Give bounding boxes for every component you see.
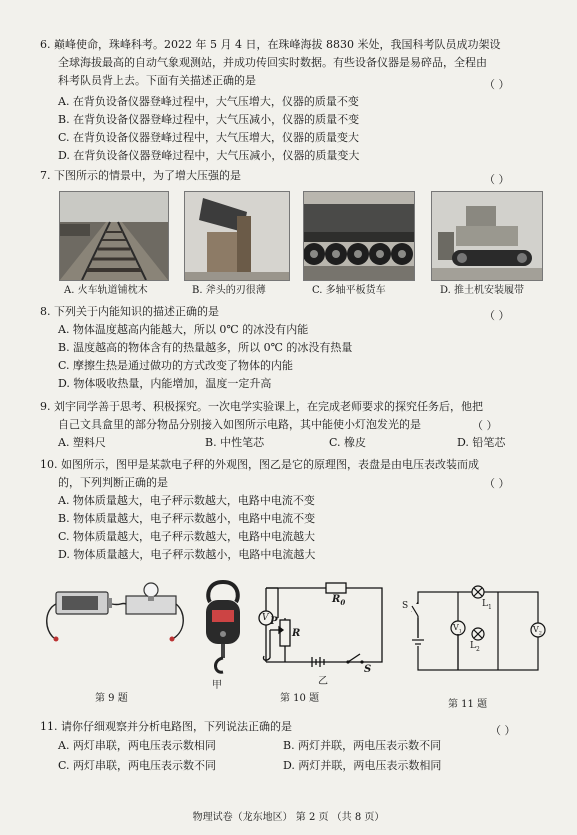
figure-10-schematic: [252, 580, 387, 675]
figure-9-circuit: [40, 580, 190, 650]
q8-answer-paren: （ ）: [484, 309, 510, 322]
q10-option-c: C. 物体质量越大，电子秤示数越大，电路中电流越大: [58, 530, 316, 543]
q9-option-b: B. 中性笔芯: [205, 436, 265, 449]
q10-line-1: 10. 如图所示，图甲是某款电子秤的外观图，图乙是它的原理图，表盘是由电压表改装而成: [40, 458, 479, 471]
photo-multi-axle-truck: [303, 191, 415, 281]
q8-option-a: A. 物体温度越高内能越大，所以 0℃ 的冰没有内能: [58, 323, 309, 336]
q10-line-2: 的，下列判断正确的是: [58, 476, 168, 489]
q7-answer-paren: （ ）: [484, 173, 510, 186]
fig10-r0-letter: R: [332, 594, 341, 605]
q11-option-c: C. 两灯串联，两电压表示数不同: [58, 759, 217, 772]
q10-option-d: D. 物体质量越大，电子秤示数越小，电路中电流越大: [58, 548, 316, 561]
q9-answer-paren: （ ）: [472, 419, 498, 432]
photo-railway-sleepers: [59, 191, 169, 281]
q7-stem: 7. 下图所示的情景中，为了增大压强的是: [40, 169, 241, 182]
q6-option-c: C. 在背负设备仪器登峰过程中，大气压增大，仪器的质量变大: [58, 131, 360, 144]
fig11-v1-letter: V: [453, 623, 459, 632]
q8-option-d: D. 物体吸收热量，内能增加，温度一定升高: [58, 377, 272, 390]
q9-line-2: 自己文具盒里的部分物品分别接入如图所示电路，其中能使小灯泡发光的是: [58, 418, 421, 431]
q6-line-2: 全球海拔最高的自动气象观测站，并成功传回实时数据。有些设备仪器是易碎品，全程由: [58, 56, 487, 69]
q11-option-b: B. 两灯并联，两电压表示数不同: [283, 739, 442, 752]
q6-option-d: D. 在背负设备仪器登峰过程中，大气压减小，仪器的质量变大: [58, 149, 360, 162]
fig11-v2-letter: V: [533, 625, 539, 634]
figure-10-scale-photo: [198, 580, 248, 680]
q11-stem: 11. 请你仔细观察并分析电路图，下列说法正确的是: [40, 720, 292, 733]
figure-10-label-jia: 甲: [212, 680, 222, 691]
fig11-l1-letter: L: [482, 599, 488, 609]
q11-option-d: D. 两灯并联，两电压表示数相同: [283, 759, 442, 772]
fig11-switch-label: S: [402, 601, 409, 611]
q7-caption-d: D. 推土机安装履带: [440, 285, 525, 296]
q10-answer-paren: （ ）: [484, 477, 510, 490]
q9-option-c: C. 橡皮: [329, 436, 367, 449]
fig11-v2-sub: 2: [538, 630, 542, 637]
figure-11-caption: 第 11 题: [448, 699, 488, 710]
fig10-r0-sub: 0: [340, 598, 346, 607]
figure-10-label-yi: 乙: [318, 676, 328, 687]
fig10-switch-label: S: [364, 664, 372, 675]
fig10-slider-label: P: [270, 616, 278, 627]
q7-caption-b: B. 斧头的刃很薄: [192, 285, 266, 296]
fig10-r0-label: [332, 594, 345, 609]
q8-stem: 8. 下列关于内能知识的描述正确的是: [40, 305, 219, 318]
q10-option-b: B. 物体质量越大，电子秤示数越小，电路中电流不变: [58, 512, 316, 525]
q8-option-c: C. 摩擦生热是通过做功的方式改变了物体的内能: [58, 359, 294, 372]
photo-axe-blade: [184, 191, 290, 281]
q9-option-a: A. 塑料尺: [58, 436, 106, 449]
fig10-resistor-label: R: [292, 628, 301, 639]
fig11-l1-label: [482, 598, 492, 614]
fig11-v1-label: [453, 622, 462, 638]
q6-option-a: A. 在背负设备仪器登峰过程中，大气压增大，仪器的质量不变: [58, 95, 359, 108]
q6-line-3: 科考队员背上去。下面有关描述正确的是: [58, 74, 256, 87]
q7-caption-a: A. 火车轨道铺枕木: [64, 285, 148, 296]
q11-option-a: A. 两灯串联，两电压表示数相同: [58, 739, 216, 752]
fig11-v2-label: [533, 624, 542, 640]
q7-caption-c: C. 多轴平板货车: [312, 285, 386, 296]
q11-answer-paren: （ ）: [490, 724, 516, 737]
figure-11-circuit: [398, 580, 548, 680]
figure-9-caption: 第 9 题: [95, 693, 128, 704]
photo-bulldozer-tracks: [431, 191, 543, 281]
fig11-l2-sub: 2: [475, 645, 480, 653]
q9-line-1: 9. 刘宇同学善于思考、积极探究。一次电学实验课上，在完成老师要求的探究任务后，他把: [40, 400, 483, 413]
fig11-l2-label: [470, 640, 480, 656]
q6-option-b: B. 在背负设备仪器登峰过程中，大气压减小，仪器的质量不变: [58, 113, 360, 126]
q6-answer-paren: （ ）: [484, 78, 510, 91]
q8-option-b: B. 温度越高的物体含有的热量越多，所以 0℃ 的冰没有热量: [58, 341, 353, 354]
q9-option-d: D. 铅笔芯: [457, 436, 506, 449]
fig11-v1-sub: 1: [458, 628, 462, 635]
q6-line-1: 6. 巅峰使命，珠峰科考。2022 年 5 月 4 日，在珠峰海拔 8830 米处，我国科考队员成功架设: [40, 38, 501, 51]
q10-option-a: A. 物体质量越大，电子秤示数越大，电路中电流不变: [58, 494, 315, 507]
fig11-l2-letter: L: [470, 641, 476, 651]
fig10-voltmeter-label: V: [262, 613, 269, 623]
figure-10-caption: 第 10 题: [280, 693, 320, 704]
page-footer: 物理试卷（龙东地区） 第 2 页 （共 8 页）: [192, 812, 385, 823]
fig11-l1-sub: 1: [487, 603, 492, 611]
